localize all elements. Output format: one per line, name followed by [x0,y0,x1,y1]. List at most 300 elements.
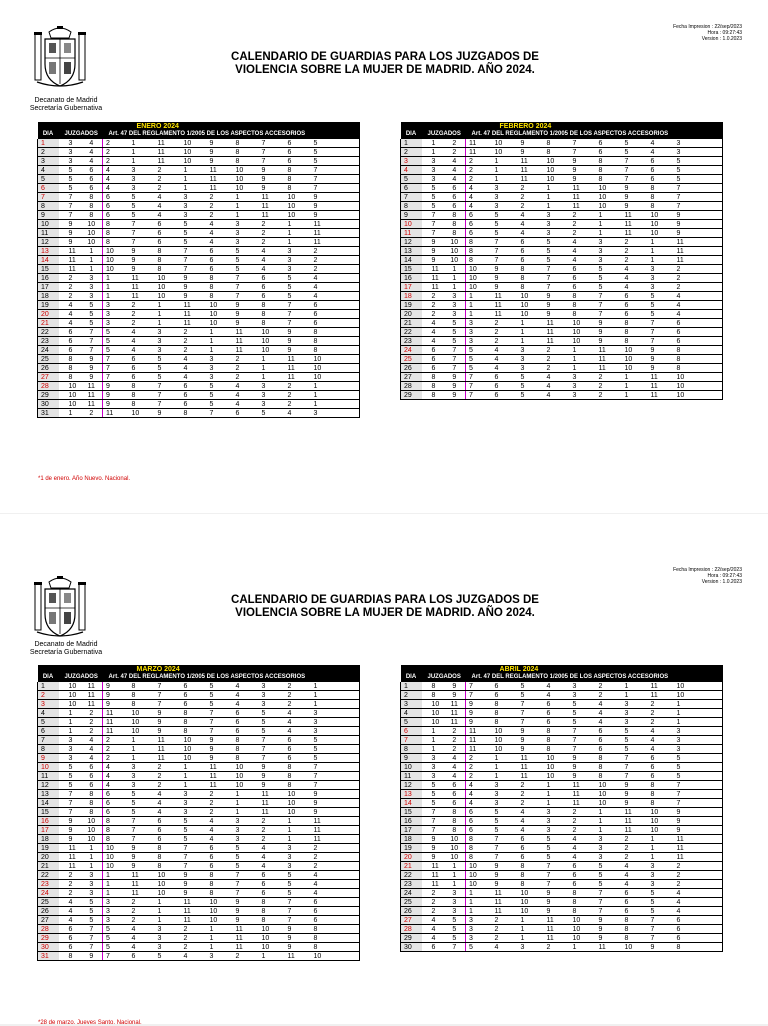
day-cell: 10 [38,220,59,229]
day-cell: 11 [401,229,422,238]
accessory-cell: 7 [648,925,674,934]
accessory-cell: 7 [155,382,181,391]
juzgado-cell: 3 [59,148,81,157]
juzgado-cell: 5 [444,925,466,934]
accessory-cell: 2 [622,844,648,853]
accessory-cell: 7 [492,835,518,844]
accessory-cell: 3 [181,808,207,817]
accessory-cell: 1 [492,772,518,781]
accessory-cell: 9 [674,817,723,826]
accessory-cell: 10 [648,211,674,220]
accessory-cell: 6 [466,826,492,835]
accessory-cell: 6 [544,700,570,709]
accessory-cell: 11 [259,799,285,808]
accessory-cell: 10 [233,166,259,175]
accessory-cell: 4 [466,184,492,193]
accessory-cell: 9 [233,310,259,319]
accessory-cell: 4 [492,346,518,355]
accessory-cell: 7 [129,238,155,247]
accessory-cell: 2 [103,157,129,166]
day-cell: 6 [401,184,422,193]
day-cell: 1 [401,682,422,691]
accessory-cell: 10 [648,817,674,826]
accessory-cell: 4 [103,781,129,790]
accessory-cell: 5 [207,682,233,691]
accessory-cell: 9 [103,382,129,391]
accessory-cell: 10 [648,220,674,229]
accessory-cell: 9 [155,727,181,736]
accessory-cell: 10 [155,274,181,283]
accessory-cell: 5 [285,283,311,292]
accessory-cell: 1 [155,319,181,328]
month-table [400,665,723,952]
accessory-cell: 2 [518,184,544,193]
accessory-cell: 7 [285,916,311,925]
accessory-cell: 7 [259,157,285,166]
accessory-cell: 5 [518,382,544,391]
accessory-cell: 8 [259,319,285,328]
juzgado-cell: 1 [444,274,466,283]
accessory-cell: 8 [648,799,674,808]
accessory-cell: 9 [129,844,155,853]
juzgado-cell: 3 [444,301,466,310]
accessory-cell: 8 [570,907,596,916]
accessory-cell: 7 [233,292,259,301]
day-cell: 4 [38,166,59,175]
accessory-cell: 7 [622,175,648,184]
accessory-cell: 5 [596,880,622,889]
table-row [401,346,723,355]
accessory-cell: 5 [311,736,360,745]
accessory-cell: 4 [622,880,648,889]
accessory-cell: 2 [103,754,129,763]
accessory-cell: 5 [622,745,648,754]
accessory-cell: 8 [233,754,259,763]
accessory-cell: 11 [622,220,648,229]
accessory-cell: 4 [311,889,360,898]
print-time: Hora : 09:27:43 [707,573,742,579]
juzgado-cell: 8 [422,382,444,391]
accessory-cell: 2 [311,247,360,256]
accessory-cell: 8 [129,700,155,709]
accessory-cell: 11 [492,889,518,898]
table-row [38,301,360,310]
accessory-cell: 3 [103,907,129,916]
accessory-cell: 4 [648,736,674,745]
juzgado-cell: 11 [59,247,81,256]
accessory-cell: 10 [103,853,129,862]
accessory-cell: 9 [544,889,570,898]
accessory-cell: 7 [544,871,570,880]
table-row [38,952,360,961]
accessory-cell: 10 [103,256,129,265]
day-cell: 9 [38,211,59,220]
accessory-cell: 1 [466,907,492,916]
accessory-cell: 1 [207,925,233,934]
accessory-cell: 7 [492,853,518,862]
accessory-cell: 7 [622,763,648,772]
juzgado-cell: 6 [444,202,466,211]
accessory-cell: 9 [596,319,622,328]
accessory-cell: 11 [492,907,518,916]
table-row [401,139,723,148]
accessory-cell: 10 [544,175,570,184]
accessory-cell: 11 [596,943,622,952]
accessory-cell: 5 [311,745,360,754]
juzgado-cell: 2 [81,409,103,418]
accessory-cell: 2 [259,826,285,835]
juzgado-cell: 10 [81,835,103,844]
accessory-cell: 11 [544,934,570,943]
day-cell: 13 [401,790,422,799]
accessory-cell: 5 [207,382,233,391]
juzgado-cell: 8 [81,211,103,220]
accessory-cell: 8 [570,310,596,319]
accessory-cell: 6 [648,754,674,763]
accessory-cell: 3 [492,799,518,808]
juzgado-cell: 7 [422,229,444,238]
accessory-cell: 7 [259,745,285,754]
accessory-cell: 10 [233,184,259,193]
juzgado-cell: 8 [81,799,103,808]
accessory-cell: 3 [285,256,311,265]
day-cell: 29 [38,391,59,400]
accessory-cell: 2 [285,691,311,700]
accessory-cell: 4 [155,193,181,202]
accessory-cell: 9 [129,265,155,274]
accessory-cell: 2 [466,763,492,772]
accessory-cell: 7 [155,682,181,691]
accessory-cell: 8 [596,157,622,166]
accessory-cell: 4 [648,139,674,148]
accessory-cell: 3 [596,247,622,256]
juzgado-cell: 7 [422,826,444,835]
accessory-cell: 5 [492,220,518,229]
accessory-cell: 6 [129,355,155,364]
accessory-cell: 11 [103,709,129,718]
accessory-cell: 6 [285,139,311,148]
accessory-cell: 8 [181,409,207,418]
accessory-cell: 9 [674,808,723,817]
juzgado-cell: 7 [81,346,103,355]
accessory-cell: 5 [311,157,360,166]
accessory-cell: 1 [181,781,207,790]
day-cell: 4 [38,709,59,718]
accessory-cell: 4 [622,871,648,880]
accessory-cell: 3 [674,139,723,148]
accessory-cell: 3 [492,184,518,193]
juzgado-cell: 4 [59,301,81,310]
day-cell: 1 [38,682,59,691]
accessory-cell: 9 [233,319,259,328]
accessory-cell: 4 [181,373,207,382]
juzgado-cell: 2 [444,736,466,745]
accessory-cell: 2 [181,934,207,943]
accessory-cell: 6 [492,373,518,382]
accessory-cell: 10 [207,301,233,310]
accessory-cell: 6 [518,844,544,853]
accessory-cell: 8 [129,691,155,700]
accessory-cell: 4 [674,889,723,898]
accessory-cell: 3 [207,952,233,961]
accessory-cell: 5 [492,826,518,835]
accessory-cell: 5 [648,907,674,916]
accessory-cell: 3 [466,337,492,346]
accessory-cell: 5 [674,175,723,184]
accessory-cell: 9 [492,871,518,880]
day-cell: 14 [401,256,422,265]
accessory-cell: 9 [570,763,596,772]
accessory-cell: 7 [466,691,492,700]
accessory-cell: 6 [518,247,544,256]
accessory-cell: 5 [155,373,181,382]
accessory-cell: 10 [311,364,360,373]
accessory-cell: 3 [492,193,518,202]
document-title [180,51,590,77]
table-row [38,853,360,862]
accessory-cell: 2 [492,934,518,943]
table-row [401,247,723,256]
juzgado-cell: 7 [59,790,81,799]
accessory-cell: 5 [674,754,723,763]
accessory-cell: 3 [233,220,259,229]
document-title [180,594,590,620]
accessory-cell: 1 [570,346,596,355]
accessory-cell: 3 [570,382,596,391]
table-row [38,889,360,898]
accessory-cell: 9 [207,139,233,148]
juzgado-cell: 4 [59,310,81,319]
juzgado-cell: 2 [422,310,444,319]
juzgado-cell: 5 [422,184,444,193]
accessory-cell: 11 [570,193,596,202]
accessory-cell: 4 [466,799,492,808]
accessory-cell: 8 [518,880,544,889]
accessory-cell: 2 [207,202,233,211]
juzgado-cell: 5 [59,166,81,175]
accessory-cell: 6 [544,709,570,718]
accessory-cell: 5 [233,256,259,265]
juzgado-cell: 5 [422,799,444,808]
day-cell: 5 [401,175,422,184]
accessory-cell: 6 [674,925,723,934]
table-row [401,301,723,310]
juzgado-cell: 8 [444,826,466,835]
juzgado-cell: 2 [422,907,444,916]
day-cell: 16 [401,274,422,283]
accessory-cell: 1 [622,391,648,400]
accessory-cell: 6 [181,682,207,691]
day-cell: 18 [401,292,422,301]
juzgado-cell: 10 [444,256,466,265]
juzgado-cell: 7 [422,211,444,220]
accessory-cell: 6 [155,826,181,835]
table-row [38,727,360,736]
accessory-cell: 5 [648,292,674,301]
accessory-cell: 8 [311,328,360,337]
accessory-cell: 4 [155,211,181,220]
accessory-cell: 2 [674,871,723,880]
accessory-cell: 5 [596,862,622,871]
accessory-cell: 4 [674,292,723,301]
accessory-cell: 7 [596,889,622,898]
accessory-cell: 11 [466,736,492,745]
accessory-cell: 4 [103,166,129,175]
accessory-cell: 10 [311,952,360,961]
juzgado-cell: 2 [422,898,444,907]
accessory-cell: 1 [155,916,181,925]
day-cell: 3 [38,700,59,709]
table-row [401,736,723,745]
accessory-cell: 8 [544,745,570,754]
accessory-cell: 10 [129,409,155,418]
accessory-cell: 8 [648,202,674,211]
accessory-cell: 11 [259,790,285,799]
accessory-cell: 9 [311,808,360,817]
accessory-cell: 11 [622,826,648,835]
accessory-cell: 2 [570,808,596,817]
header-art47: Art. 47 DEL REGLAMENTO 1/2005 DE LOS ASPECTOS ACCESORIOS [466,673,723,682]
juzgado-cell: 9 [59,817,81,826]
table-row [38,880,360,889]
accessory-cell: 7 [207,709,233,718]
table-row [38,346,360,355]
accessory-cell: 2 [648,700,674,709]
accessory-cell: 3 [311,727,360,736]
accessory-cell: 11 [259,202,285,211]
accessory-cell: 6 [155,817,181,826]
accessory-cell: 11 [570,781,596,790]
accessory-cell: 6 [622,889,648,898]
accessory-cell: 9 [466,718,492,727]
accessory-cell: 7 [570,139,596,148]
accessory-cell: 11 [622,808,648,817]
accessory-cell: 8 [259,907,285,916]
juzgado-cell: 7 [444,355,466,364]
juzgado-cell: 5 [422,781,444,790]
accessory-cell: 8 [570,898,596,907]
day-cell: 29 [38,934,59,943]
accessory-cell: 2 [674,880,723,889]
accessory-cell: 10 [207,916,233,925]
accessory-cell: 6 [155,835,181,844]
accessory-cell: 8 [155,247,181,256]
juzgado-cell: 3 [444,898,466,907]
accessory-cell: 3 [155,346,181,355]
accessory-cell: 3 [570,682,596,691]
juzgado-cell: 6 [81,166,103,175]
accessory-cell: 1 [129,745,155,754]
table-row [401,364,723,373]
accessory-cell: 2 [544,346,570,355]
accessory-cell: 4 [596,700,622,709]
accessory-cell: 1 [466,889,492,898]
accessory-cell: 6 [181,400,207,409]
accessory-cell: 3 [129,184,155,193]
accessory-cell: 1 [544,193,570,202]
accessory-cell: 5 [155,355,181,364]
accessory-cell: 11 [570,790,596,799]
table-row [38,382,360,391]
juzgado-cell: 3 [422,157,444,166]
accessory-cell: 3 [518,364,544,373]
print-time: Hora : 09:27:43 [707,30,742,36]
juzgado-cell: 4 [422,337,444,346]
table-row [401,754,723,763]
accessory-cell: 5 [674,763,723,772]
accessory-cell: 9 [518,139,544,148]
accessory-cell: 2 [155,175,181,184]
table-row [401,781,723,790]
accessory-cell: 6 [233,409,259,418]
juzgado-cell: 9 [422,256,444,265]
accessory-cell: 6 [570,862,596,871]
accessory-cell: 6 [518,835,544,844]
accessory-cell: 7 [518,700,544,709]
accessory-cell: 5 [518,391,544,400]
accessory-cell: 10 [518,889,544,898]
table-row [401,220,723,229]
day-cell: 2 [401,691,422,700]
accessory-cell: 8 [648,790,674,799]
accessory-cell: 4 [570,853,596,862]
accessory-cell: 1 [544,781,570,790]
table-row [401,826,723,835]
juzgado-cell: 1 [81,844,103,853]
table-row [38,898,360,907]
accessory-cell: 11 [207,166,233,175]
juzgado-cell: 1 [81,247,103,256]
table-row [38,184,360,193]
accessory-cell: 1 [596,817,622,826]
accessory-cell: 9 [103,682,129,691]
accessory-cell: 7 [492,238,518,247]
table-row [401,925,723,934]
table-row [38,817,360,826]
accessory-cell: 8 [622,934,648,943]
accessory-cell: 2 [259,238,285,247]
accessory-cell: 4 [544,691,570,700]
accessory-cell: 1 [544,202,570,211]
accessory-cell: 9 [259,175,285,184]
accessory-cell: 11 [570,799,596,808]
day-cell: 30 [401,943,422,952]
day-cell: 20 [38,853,59,862]
day-cell: 16 [401,817,422,826]
accessory-cell: 5 [103,346,129,355]
juzgado-cell: 1 [81,853,103,862]
accessory-cell: 9 [155,409,181,418]
juzgado-cell: 7 [81,943,103,952]
accessory-cell: 1 [285,835,311,844]
accessory-cell: 7 [596,907,622,916]
accessory-cell: 9 [155,718,181,727]
table-row [38,283,360,292]
accessory-cell: 7 [570,727,596,736]
accessory-cell: 7 [311,763,360,772]
accessory-cell: 10 [259,934,285,943]
accessory-cell: 5 [674,157,723,166]
juzgado-cell: 8 [59,355,81,364]
accessory-cell: 11 [570,202,596,211]
accessory-cell: 6 [259,274,285,283]
juzgado-cell: 5 [444,916,466,925]
accessory-cell: 6 [518,256,544,265]
accessory-cell: 9 [544,907,570,916]
accessory-cell: 2 [622,853,648,862]
accessory-cell: 11 [492,292,518,301]
accessory-cell: 6 [674,934,723,943]
